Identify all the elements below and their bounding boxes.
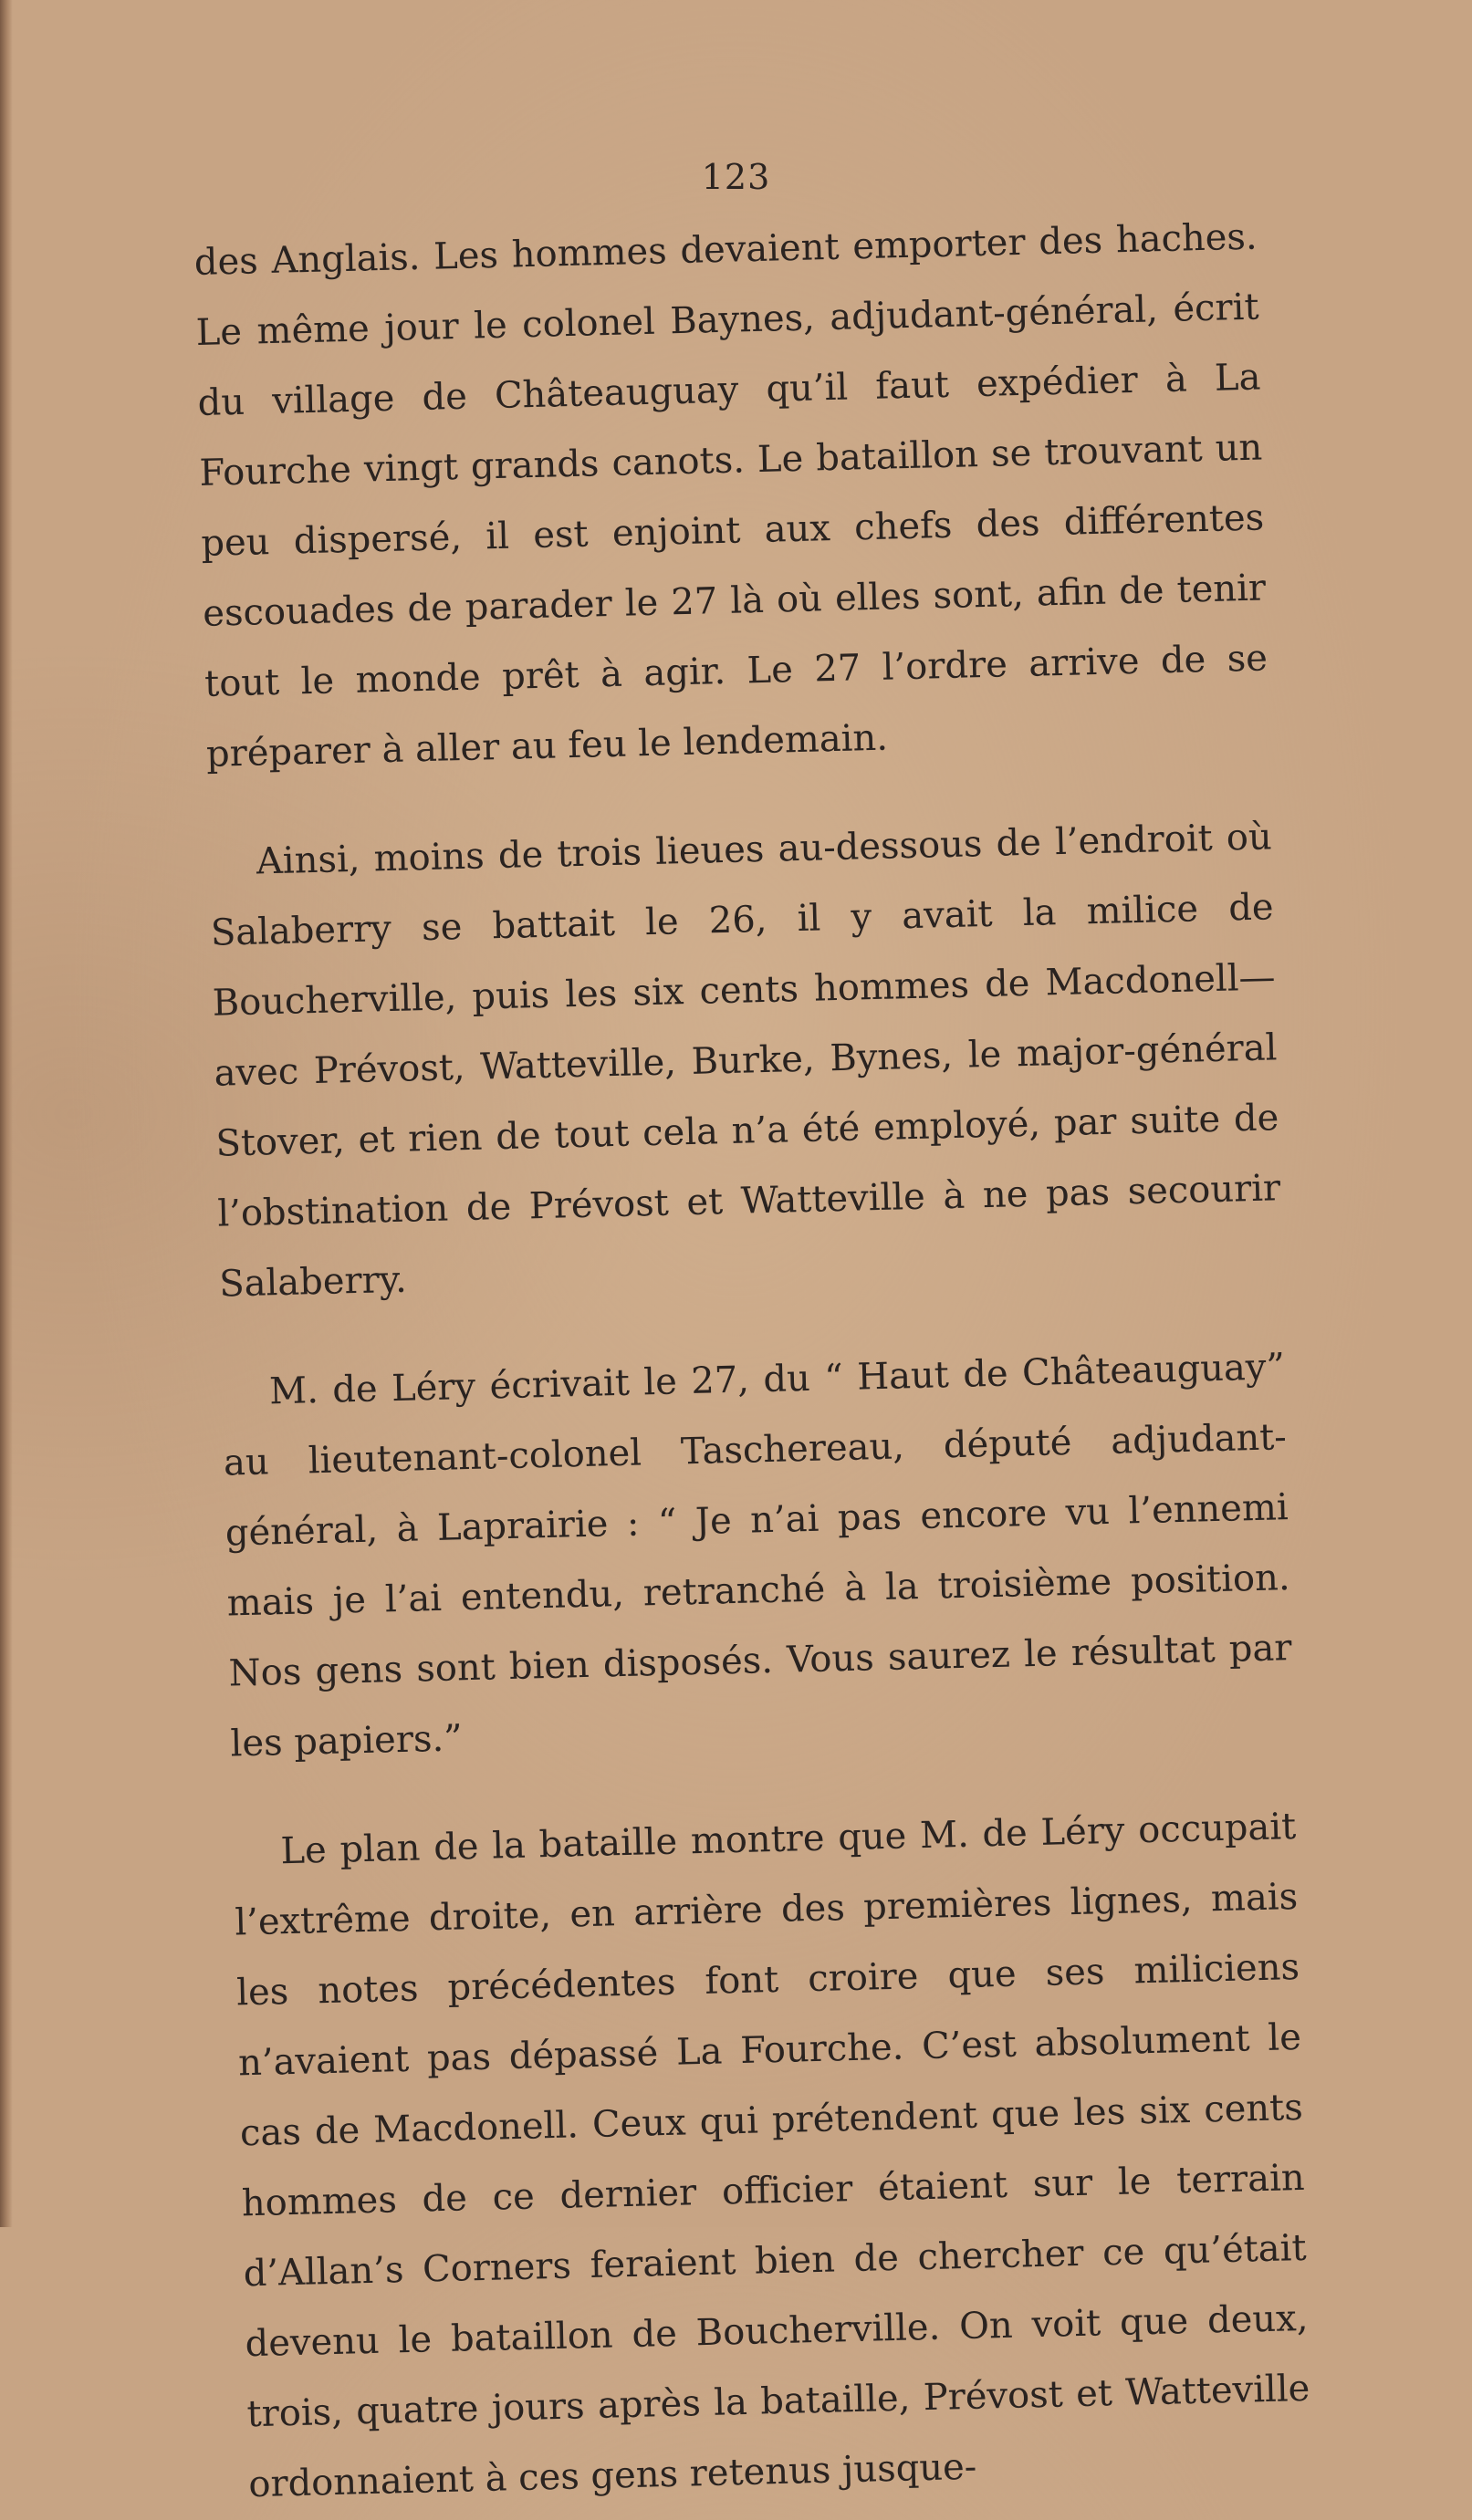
- paragraph-3: M. de Léry écrivait le 27, du “ Haut de Châteauguay” au lieutenant-colonel Taschereau, député adjudant-général, à Laprairie : “ Je n’ai pas encore vu l’ennemi mais je l’ai entendu, retranché à la troisième position. Nos gens sont bien disposés. Vous saurez le résultat par les papiers.”: [223, 1346, 1292, 1765]
- body-text: [193, 203, 1312, 2520]
- paragraph-2: Ainsi, moins de trois lieues au-dessous de l’endroit où Salaberry se battait le 26, il y avait la milice de Boucherville, puis les six cents hommes de Macdonell—avec Prévost, Watteville, Burke, Bynes, le major-général Stover, et rien de tout cela n’a été employé, par suite de l’obstination de Prévost et Watteville à ne pas secourir Salaberry.: [210, 816, 1281, 1306]
- page-edge: [0, 0, 13, 2227]
- paragraph-4: Le plan de la bataille montre que M. de Léry occupait l’extrême droite, en arrière des premières lignes, mais les notes précédentes font croire que ses miliciens n’avaient pas dépassé La Fourche. C’est absolument le cas de Macdonell. Ceux qui prétendent que les six cents hommes de ce dernier officier étaient sur le terrain d’Allan’s Corners feraient bien de chercher ce qu’était devenu le bataillon de Boucherville. On voit que deux, trois, quatre jours après la bataille, Prévost et Watteville ordonnaient à ces gens retenus jusque-: [234, 1806, 1310, 2506]
- page-number: 123: [701, 157, 771, 197]
- paragraph-1: des Anglais. Les hommes devaient emporter des haches. Le même jour le colonel Baynes, adjudant-général, écrit du village de Châteauguay qu’il faut expédier à La Fourche vingt grands canots. Le bataillon se trouvant un peu dispersé, il est enjoint aux chefs des différentes escouades de parader le 27 là où elles sont, afin de tenir tout le monde prêt à agir. Le 27 l’ordre arrive de se préparer à aller au feu le lendemain.: [193, 215, 1268, 776]
